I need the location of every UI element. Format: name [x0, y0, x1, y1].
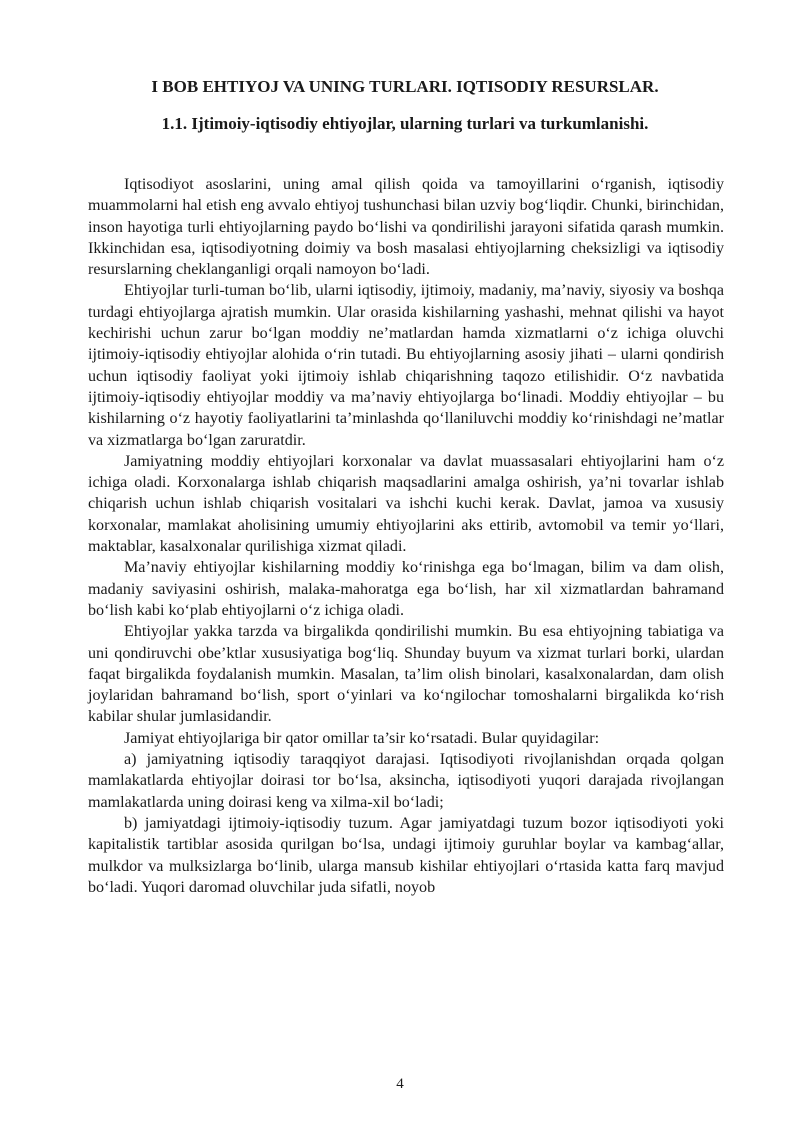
- paragraph: Ehtiyojlar yakka tarzda va birgalikda qondirilishi mumkin. Bu esa ehtiyojning tabiatiga va uni qondiruvchi obe’ktlar xususiyatiga bog‘liq. Shunday buyum va xizmat turlari borki, ulardan faqat birgalikda foydalanish mumkin. Masalan, ta’lim olish binolari, kasalxonalardan, dam olish joylaridan bahramand bo‘lish, sport o‘yinlari va ko‘ngilochar tomoshalarni birgalikda ko‘rish kabilar shular jumlasidandir.: [88, 623, 724, 726]
- paragraph: b) jamiyatdagi ijtimoiy-iqtisodiy tuzum. Agar jamiyatdagi tuzum bozor iqtisodiyoti yoki kapitalistik tartiblar asosida qurilgan bo‘lsa, undagi ijtimoiy guruhlar boylar va kambag‘allar, mulkdor va mulksizlarga bo‘linib, ularga mansub kishilar ehtiyojlari o‘rtasida katta farq mavjud bo‘ladi. Yuqori daromad oluvchilar juda sifatli, noyob: [88, 814, 724, 896]
- paragraph: Jamiyatning moddiy ehtiyojlari korxonalar va davlat muassasalari ehtiyojlarini ham o‘z ichiga oladi. Korxonalarga ishlab chiqarish maqsadlarini amalga oshirish, ya’ni tovarlar ishlab chiqarish uchun ishlab chiqarish vositalari va ishchi kuchi kerak. Davlat, jamoa va xususiy korxonalar, mamlakat aholisining umumiy ehtiyojlarini aks ettirib, avtomobil va temir yo‘llari, maktablar, kasalxonalar qurilishiga xizmat qiladi.: [88, 452, 724, 556]
- paragraph: Iqtisodiyot asoslarini, uning amal qilish qoida va tamoyillarini o‘rganish, iqtisodiy muammolarni hal etish eng avvalo ehtiyoj tushunchasi bilan uzviy bog‘liqdir. Chunki, birinchidan, inson hayotiga turli ehtiyojlarning paydo bo‘lishi va qondirilishi jarayoni sifatida qarash mumkin. Ikkinchidan esa, iqtisodiyotning doimiy va bosh masalasi ehtiyojlarning cheksizligi va iqtisodiy resurslarning cheklanganligi orqali namoyon bo‘ladi.: [88, 176, 724, 279]
- chapter-title: I BOB EHTIYOJ VA UNING TURLARI. IQTISODIY RESURSLAR.: [151, 77, 659, 96]
- paragraph: Ehtiyojlar turli-tuman bo‘lib, ularni iqtisodiy, ijtimoiy, madaniy, ma’naviy, siyosiy va boshqa turdagi ehtiyojlarga ajratish mumkin. Ular orasida kishilarning yashashi, mehnat qilishi va hayot kechirishi uchun zarur bo‘lgan moddiy ne’matlardan hamda xizmatlarni o‘z ichiga oluvchi ijtimoiy-iqtisodiy ehtiyojlar alohida o‘rin tutadi. Bu ehtiyojlarning asosiy jihati – ularni qondirish uchun iqtisodiy faoliyat yoki ijtimoiy ishlab chiqarishning taqozo etilishidir. O‘z navbatida ijtimoiy-iqtisodiy ehtiyojlar moddiy va ma’naviy ehtiyojlarga bo‘linadi. Moddiy ehtiyojlar – bu kishilarning o‘z hayotiy faoliyatlarini ta’minlashda qo‘llaniluvchi moddiy ko‘rinishdagi ne’matlar va xizmatlarga bo‘lgan zaruratdir.: [88, 282, 724, 449]
- page-number: 4: [396, 1076, 404, 1092]
- paragraph: Jamiyat ehtiyojlariga bir qator omillar ta’sir ko‘rsatadi. Bular quyidagilar:: [124, 729, 600, 747]
- paragraph: Ma’naviy ehtiyojlar kishilarning moddiy ko‘rinishga ega bo‘lmagan, bilim va dam olish, madaniy saviyasini oshirish, malaka-mahoratga ega bo‘lish, har xil xizmatlardan bahramand bo‘lish kabi ko‘plab ehtiyojlarni o‘z ichiga oladi.: [88, 559, 724, 619]
- paragraph: a) jamiyatning iqtisodiy taraqqiyot darajasi. Iqtisodiyoti rivojlanishdan orqada qolgan mamlakatlarda ehtiyojlar doirasi tor bo‘lsa, aksincha, iqtisodiyoti yuqori darajada rivojlangan mamlakatlarda uning doirasi keng va xilma-xil bo‘ladi;: [88, 751, 724, 811]
- body-text: [88, 174, 724, 898]
- section-title: 1.1. Ijtimoiy-iqtisodiy ehtiyojlar, ularning turlari va turkumlanishi.: [161, 114, 649, 133]
